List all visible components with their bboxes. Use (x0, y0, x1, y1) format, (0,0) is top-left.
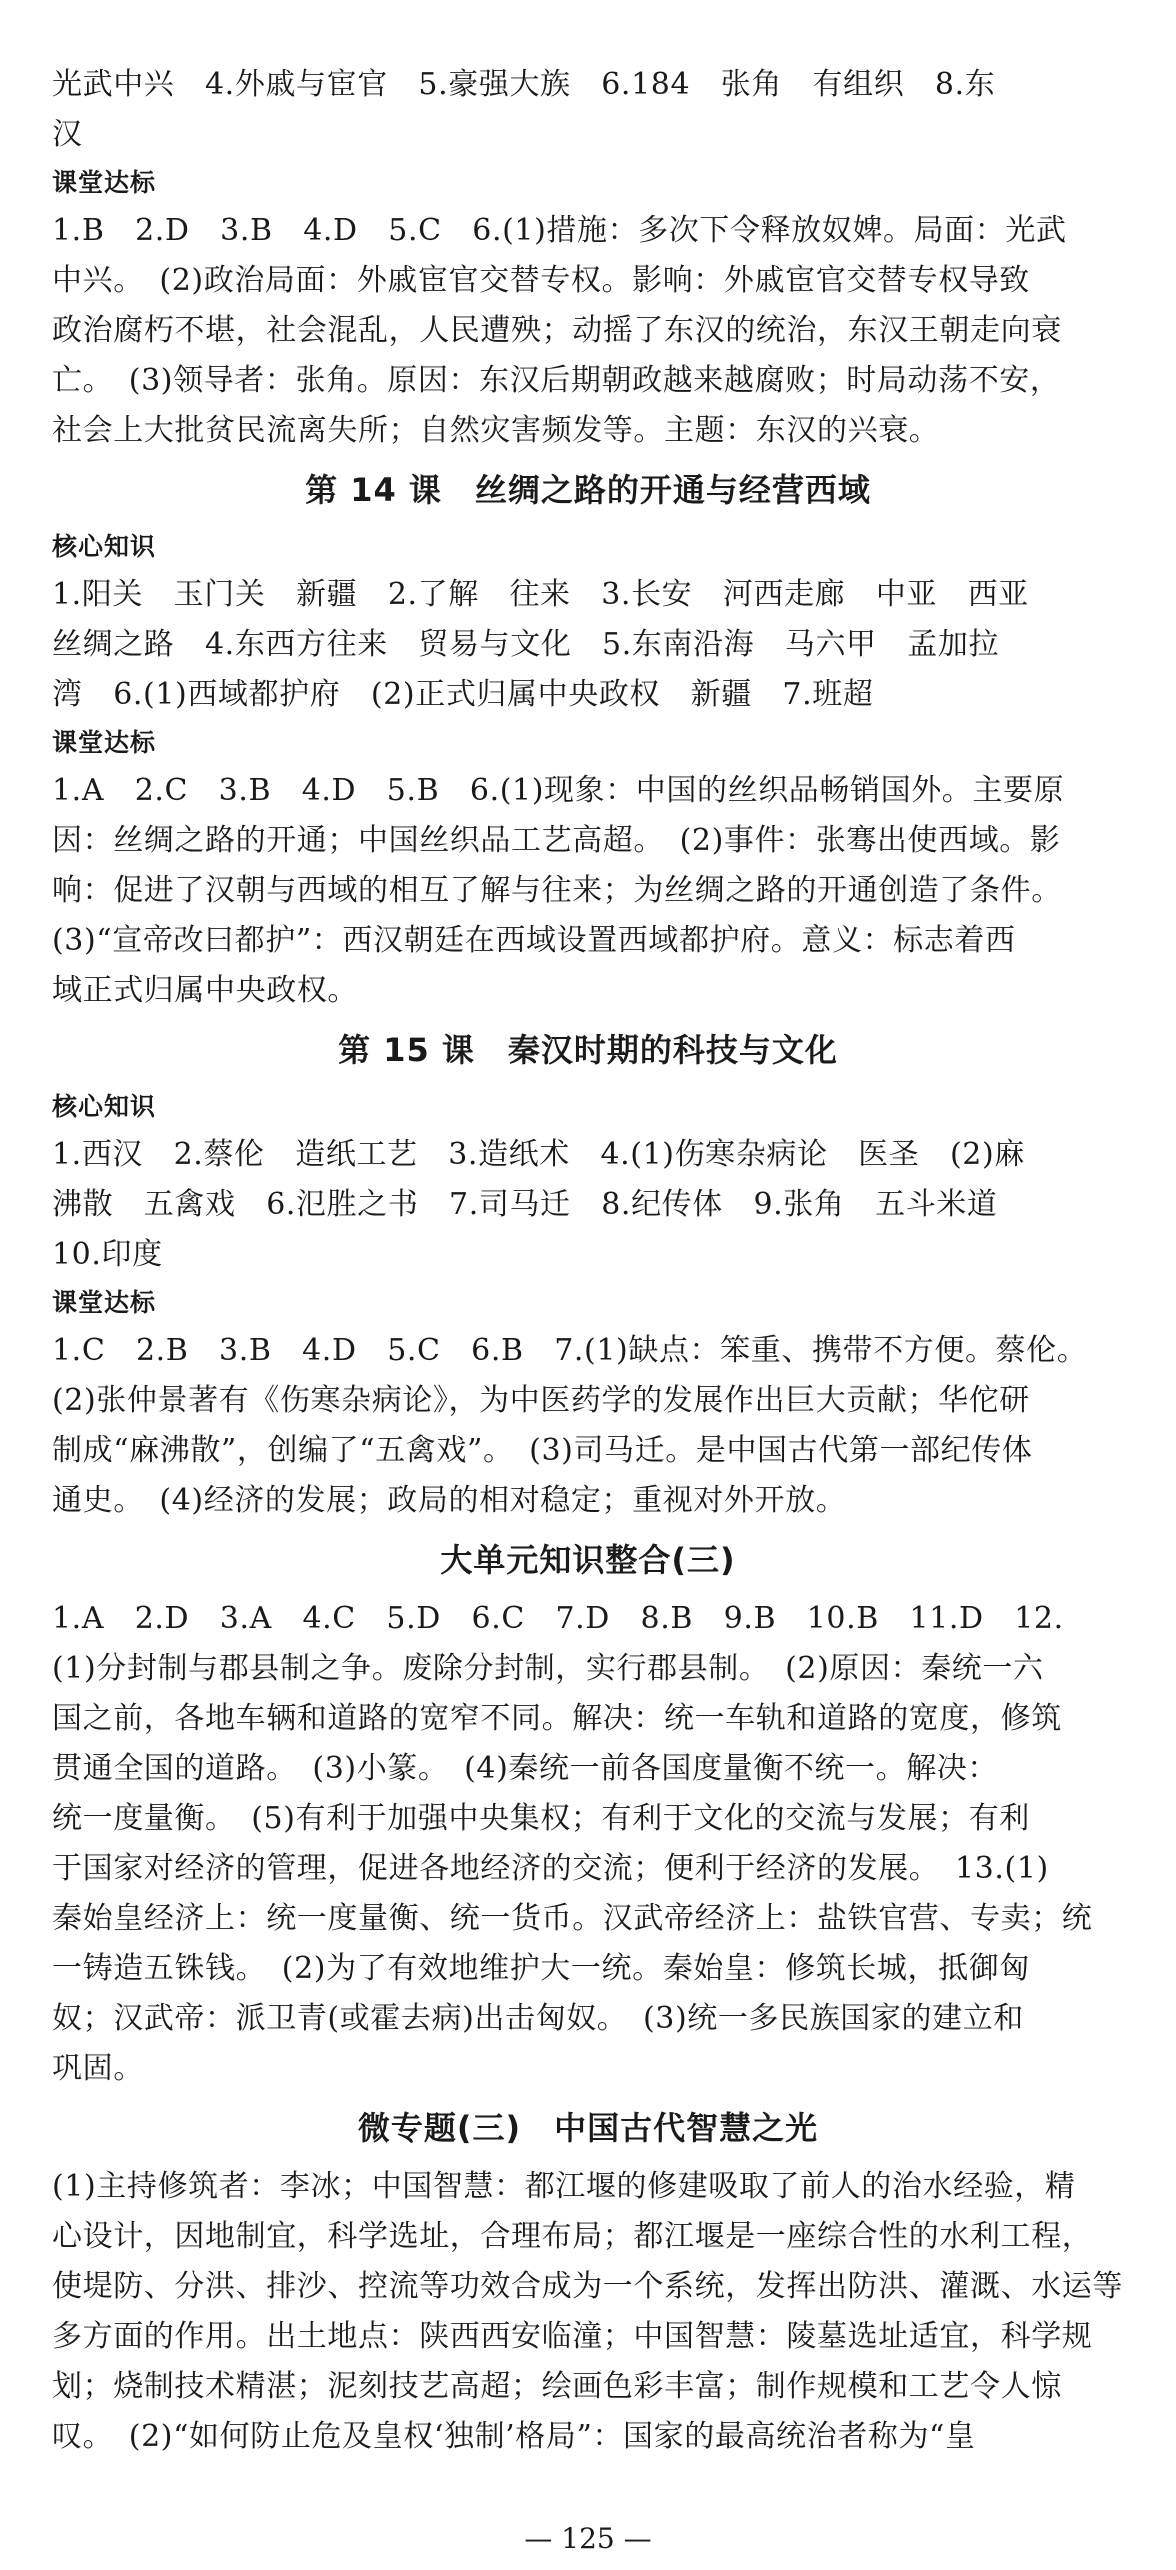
answer-content (52, 60, 1124, 2462)
section-heading: 课堂达标 (52, 728, 157, 757)
text-line: 通史。 (4)经济的发展；政局的相对稳定；重视对外开放。 (52, 1483, 847, 1518)
text-line: 贯通全国的道路。 (3)小篆。 (4)秦统一前各国度量衡不统一。解决： (52, 1751, 998, 1786)
text-line: (3)“宣帝改曰都护”：西汉朝廷在西域设置西域都护府。意义：标志着西 (52, 923, 1016, 958)
text-line: 划；烧制技术精湛；泥刻技艺高超；绘画色彩丰富；制作规模和工艺令人惊 (52, 2369, 1062, 2404)
text-line: (1)主持修筑者：李冰；中国智慧：都江堰的修建吸取了前人的治水经验，精 (52, 2169, 1076, 2204)
text-line: 1.C 2.B 3.B 4.D 5.C 6.B 7.(1)缺点：笨重、携带不方便。蔡伦。 (52, 1333, 1088, 1368)
section-heading: 课堂达标 (52, 1288, 157, 1317)
section-heading: 核心知识 (52, 1092, 157, 1121)
text-line: 于国家对经济的管理，促进各地经济的交流；便利于经济的发展。 13.(1) (52, 1851, 1049, 1886)
page-number: — 125 — (524, 2522, 652, 2555)
text-line: 心设计，因地制宜，科学选址，合理布局；都江堰是一座综合性的水利工程， (52, 2219, 1093, 2254)
text-line: 政治腐朽不堪，社会混乱，人民遭殃；动摇了东汉的统治，东汉王朝走向衰 (52, 313, 1062, 348)
lesson-title: 大单元知识整合(三) (440, 1541, 736, 1579)
text-line: 奴；汉武帝：派卫青(或霍去病)出击匈奴。 (3)统一多民族国家的建立和 (52, 2001, 1024, 2036)
text-line: 1.B 2.D 3.B 4.D 5.C 6.(1)措施：多次下令释放奴婢。局面：光武 (52, 213, 1067, 248)
text-line: 湾 6.(1)西域都护府 (2)正式归属中央政权 新疆 7.班超 (52, 677, 874, 712)
text-line: 使堤防、分洪、排沙、控流等功效合成为一个系统，发挥出防洪、灌溉、水运等 (52, 2269, 1123, 2304)
text-line: 汉 (52, 117, 83, 152)
text-line: 国之前，各地车辆和道路的宽窄不同。解决：统一车轨和道路的宽度，修筑 (52, 1701, 1062, 1736)
text-line: 沸散 五禽戏 6.氾胜之书 7.司马迁 8.纪传体 9.张角 五斗米道 (52, 1187, 998, 1222)
text-line: (2)张仲景著有《伤寒杂病论》，为中医药学的发展作出巨大贡献；华佗研 (52, 1383, 1030, 1418)
text-line: 叹。 (2)“如何防止危及皇权‘独制’格局”：国家的最高统治者称为“皇 (52, 2419, 976, 2454)
text-line: 秦始皇经济上：统一度量衡、统一货币。汉武帝经济上：盐铁官营、专卖；统 (52, 1901, 1093, 1936)
text-line: 制成“麻沸散”，创编了“五禽戏”。 (3)司马迁。是中国古代第一部纪传体 (52, 1433, 1033, 1468)
text-line: 多方面的作用。出土地点：陕西西安临潼；中国智慧：陵墓选址适宜，科学规 (52, 2319, 1093, 2354)
lesson-title: 第 15 课 秦汉时期的科技与文化 (338, 1031, 838, 1069)
text-line: 社会上大批贫民流离失所；自然灾害频发等。主题：东汉的兴衰。 (52, 413, 940, 448)
text-line: 丝绸之路 4.东西方往来 贸易与文化 5.东南沿海 马六甲 孟加拉 (52, 627, 1000, 662)
text-line: 域正式归属中央政权。 (52, 973, 358, 1008)
text-line: (1)分封制与郡县制之争。废除分封制，实行郡县制。 (2)原因：秦统一六 (52, 1651, 1044, 1686)
lesson-title: 第 14 课 丝绸之路的开通与经营西域 (305, 471, 871, 509)
text-line: 光武中兴 4.外戚与宦官 5.豪强大族 6.184 张角 有组织 8.东 (52, 67, 996, 102)
text-line: 1.A 2.D 3.A 4.C 5.D 6.C 7.D 8.B 9.B 10.B 11.D 12. (52, 1601, 1064, 1636)
text-line: 因：丝绸之路的开通；中国丝织品工艺高超。 (2)事件：张骞出使西域。影 (52, 823, 1061, 858)
section-heading: 核心知识 (52, 532, 157, 561)
text-line: 一铸造五铢钱。 (2)为了有效地维护大一统。秦始皇：修筑长城，抵御匈 (52, 1951, 1030, 1986)
text-line: 1.A 2.C 3.B 4.D 5.B 6.(1)现象：中国的丝织品畅销国外。主要原 (52, 773, 1065, 808)
text-line: 1.西汉 2.蔡伦 造纸工艺 3.造纸术 4.(1)伤寒杂病论 医圣 (2)麻 (52, 1137, 1025, 1172)
section-heading: 课堂达标 (52, 168, 157, 197)
text-line: 响：促进了汉朝与西域的相互了解与往来；为丝绸之路的开通创造了条件。 (52, 873, 1062, 908)
text-line: 10.印度 (52, 1237, 163, 1272)
text-line: 中兴。 (2)政治局面：外戚宦官交替专权。影响：外戚宦官交替专权导致 (52, 263, 1030, 298)
text-line: 统一度量衡。 (5)有利于加强中央集权；有利于文化的交流与发展；有利 (52, 1801, 1030, 1836)
text-line: 巩固。 (52, 2051, 144, 2086)
text-line: 1.阳关 玉门关 新疆 2.了解 往来 3.长安 河西走廊 中亚 西亚 (52, 577, 1029, 612)
lesson-title: 微专题(三) 中国古代智慧之光 (357, 2109, 819, 2147)
text-line: 亡。 (3)领导者：张角。原因：东汉后期朝政越来越腐败；时局动荡不安， (52, 363, 1061, 398)
